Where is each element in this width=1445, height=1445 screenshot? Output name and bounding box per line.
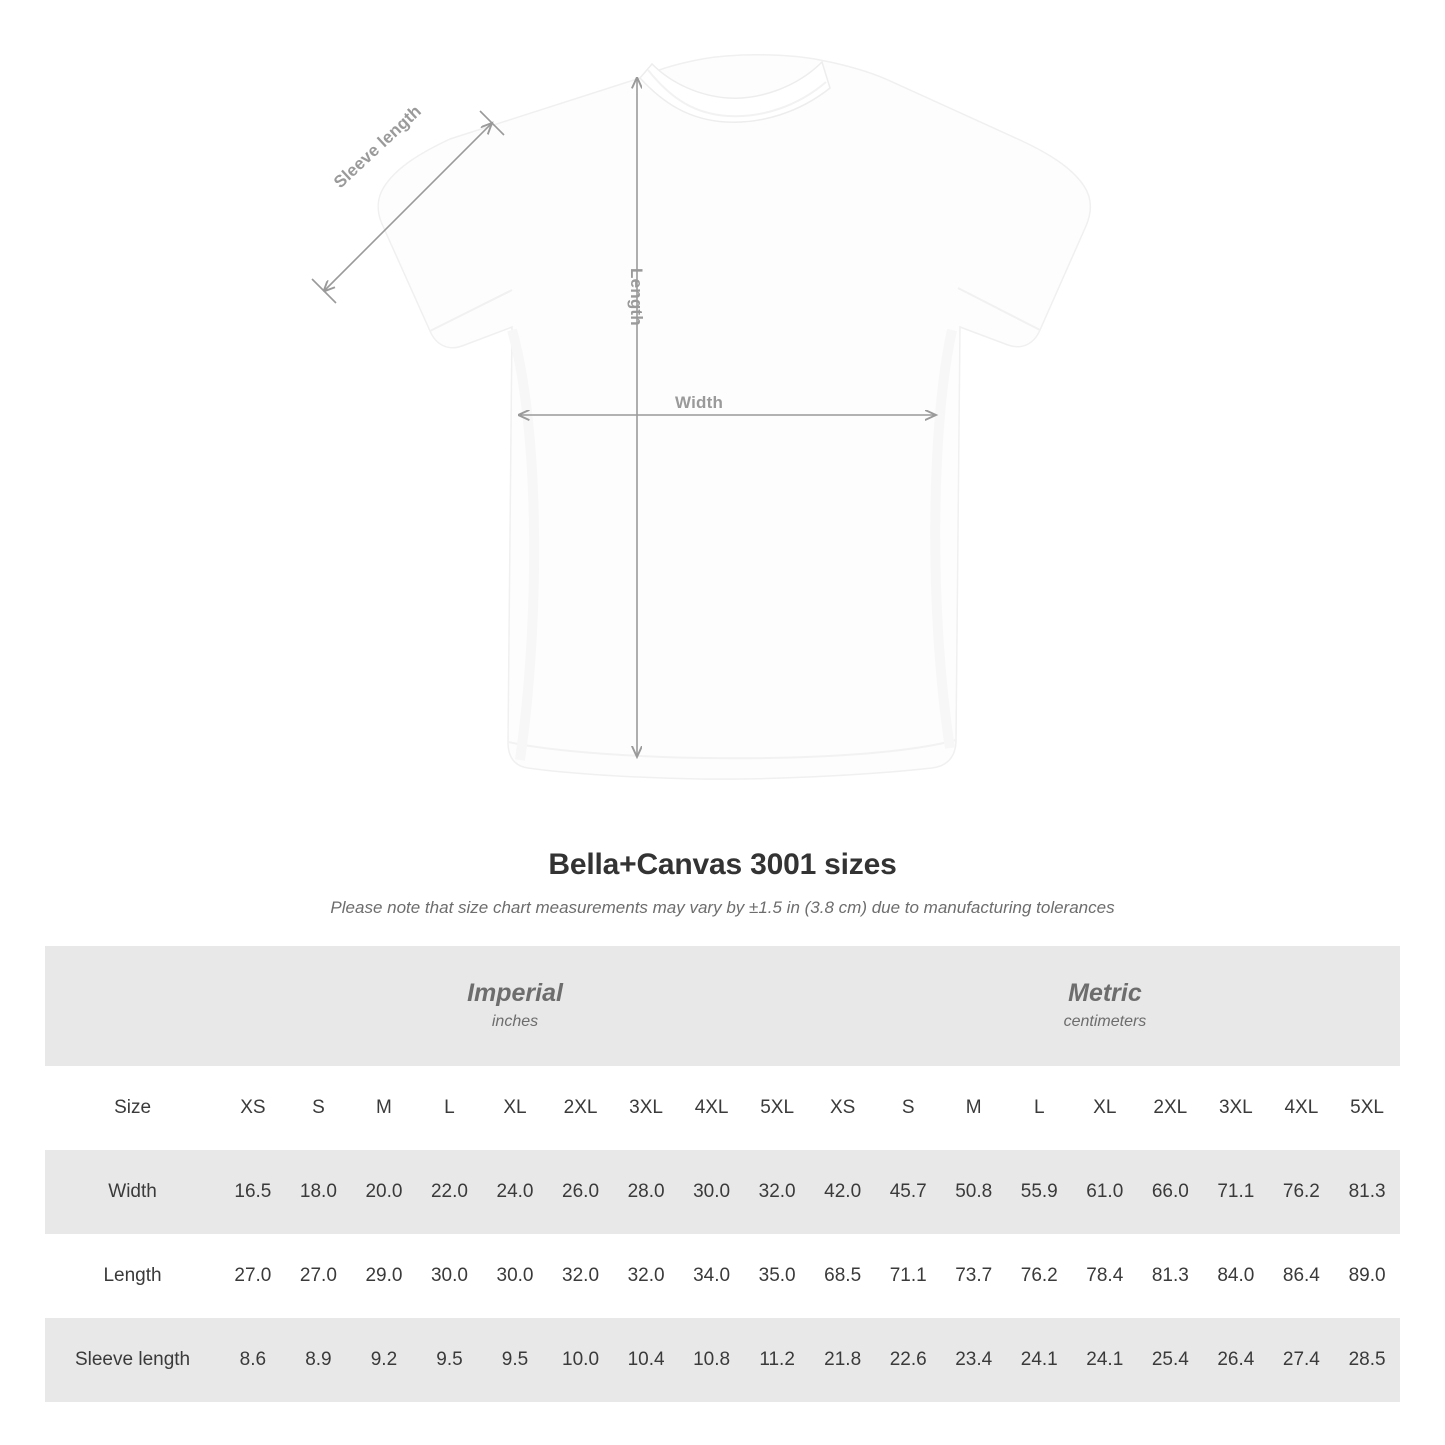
- unit-group-metric: [810, 946, 1400, 1066]
- unit-group-imperial-sub: inches: [491, 1012, 539, 1030]
- cell: 66.0: [1138, 1150, 1204, 1234]
- size-header-row: [45, 1066, 1400, 1150]
- cell: 18.0: [286, 1150, 352, 1234]
- cell: 71.1: [1203, 1150, 1269, 1234]
- cell: 23.4: [941, 1318, 1007, 1402]
- unit-group-metric-name: Metric: [1068, 978, 1142, 1007]
- cell: 32.0: [548, 1234, 614, 1318]
- cell: 26.4: [1203, 1318, 1269, 1402]
- cell: 8.9: [286, 1318, 352, 1402]
- size-header-cell: 4XL: [1269, 1066, 1335, 1150]
- size-header-cell: L: [417, 1066, 483, 1150]
- cell: 28.5: [1334, 1318, 1400, 1402]
- cell: 55.9: [1006, 1150, 1072, 1234]
- cell: 25.4: [1138, 1318, 1204, 1402]
- size-header-cell: M: [941, 1066, 1007, 1150]
- cell: 9.2: [351, 1318, 417, 1402]
- cell: 76.2: [1006, 1234, 1072, 1318]
- cell: 86.4: [1269, 1234, 1335, 1318]
- size-chart-table: [45, 946, 1400, 1402]
- size-chart-header: [0, 848, 1445, 918]
- cell: 9.5: [482, 1318, 548, 1402]
- cell: 22.0: [417, 1150, 483, 1234]
- table-row: [45, 1318, 1400, 1402]
- cell: 22.6: [875, 1318, 941, 1402]
- size-header-cell: XL: [482, 1066, 548, 1150]
- cell: 76.2: [1269, 1150, 1335, 1234]
- unit-group-metric-sub: centimeters: [1063, 1012, 1147, 1030]
- size-header-cell: 5XL: [744, 1066, 810, 1150]
- cell: 9.5: [417, 1318, 483, 1402]
- chart-title: Bella+Canvas 3001 sizes: [548, 848, 897, 881]
- size-header-cell: S: [286, 1066, 352, 1150]
- cell: 81.3: [1334, 1150, 1400, 1234]
- cell: 10.0: [548, 1318, 614, 1402]
- size-header-cell: 3XL: [613, 1066, 679, 1150]
- size-header-label: Size: [45, 1066, 220, 1150]
- cell: 71.1: [875, 1234, 941, 1318]
- row-label-sleeve-length: Sleeve length: [45, 1318, 220, 1402]
- size-header-cell: 2XL: [548, 1066, 614, 1150]
- cell: 20.0: [351, 1150, 417, 1234]
- tshirt-shape: [378, 55, 1090, 779]
- unit-header-row: [45, 946, 1400, 1066]
- cell: 16.5: [220, 1150, 286, 1234]
- cell: 11.2: [744, 1318, 810, 1402]
- size-table-wrapper: [45, 946, 1400, 1402]
- size-header-cell: XS: [810, 1066, 876, 1150]
- cell: 27.0: [220, 1234, 286, 1318]
- cell: 10.8: [679, 1318, 745, 1402]
- cell: 32.0: [744, 1150, 810, 1234]
- cell: 73.7: [941, 1234, 1007, 1318]
- cell: 42.0: [810, 1150, 876, 1234]
- cell: 24.1: [1006, 1318, 1072, 1402]
- size-header-cell: 4XL: [679, 1066, 745, 1150]
- unit-group-imperial: [220, 946, 810, 1066]
- cell: 21.8: [810, 1318, 876, 1402]
- cell: 28.0: [613, 1150, 679, 1234]
- cell: 81.3: [1138, 1234, 1204, 1318]
- cell: 68.5: [810, 1234, 876, 1318]
- cell: 30.0: [679, 1150, 745, 1234]
- cell: 24.1: [1072, 1318, 1138, 1402]
- cell: 34.0: [679, 1234, 745, 1318]
- cell: 10.4: [613, 1318, 679, 1402]
- cell: 84.0: [1203, 1234, 1269, 1318]
- size-header-cell: S: [875, 1066, 941, 1150]
- cell: 35.0: [744, 1234, 810, 1318]
- size-header-cell: XL: [1072, 1066, 1138, 1150]
- table-row: [45, 1150, 1400, 1234]
- unit-group-imperial-name: Imperial: [467, 978, 563, 1007]
- cell: 30.0: [482, 1234, 548, 1318]
- table-row: [45, 1234, 1400, 1318]
- size-header-cell: 2XL: [1138, 1066, 1204, 1150]
- unit-header-spacer: [45, 946, 220, 1066]
- row-label-width: Width: [45, 1150, 220, 1234]
- size-header-cell: 3XL: [1203, 1066, 1269, 1150]
- cell: 30.0: [417, 1234, 483, 1318]
- cell: 61.0: [1072, 1150, 1138, 1234]
- cell: 24.0: [482, 1150, 548, 1234]
- row-label-length: Length: [45, 1234, 220, 1318]
- sleeve-length-label: Sleeve length: [330, 101, 426, 192]
- cell: 89.0: [1334, 1234, 1400, 1318]
- cell: 45.7: [875, 1150, 941, 1234]
- size-header-cell: 5XL: [1334, 1066, 1400, 1150]
- cell: 27.4: [1269, 1318, 1335, 1402]
- cell: 26.0: [548, 1150, 614, 1234]
- size-header-cell: L: [1006, 1066, 1072, 1150]
- length-label: Length: [627, 268, 646, 326]
- width-label: Width: [675, 393, 724, 412]
- size-header-cell: XS: [220, 1066, 286, 1150]
- cell: 32.0: [613, 1234, 679, 1318]
- cell: 50.8: [941, 1150, 1007, 1234]
- cell: 8.6: [220, 1318, 286, 1402]
- cell: 78.4: [1072, 1234, 1138, 1318]
- cell: 27.0: [286, 1234, 352, 1318]
- chart-note: Please note that size chart measurements may vary by ±1.5 in (3.8 cm) due to manufacturing tolerances: [330, 898, 1115, 917]
- size-header-cell: M: [351, 1066, 417, 1150]
- cell: 29.0: [351, 1234, 417, 1318]
